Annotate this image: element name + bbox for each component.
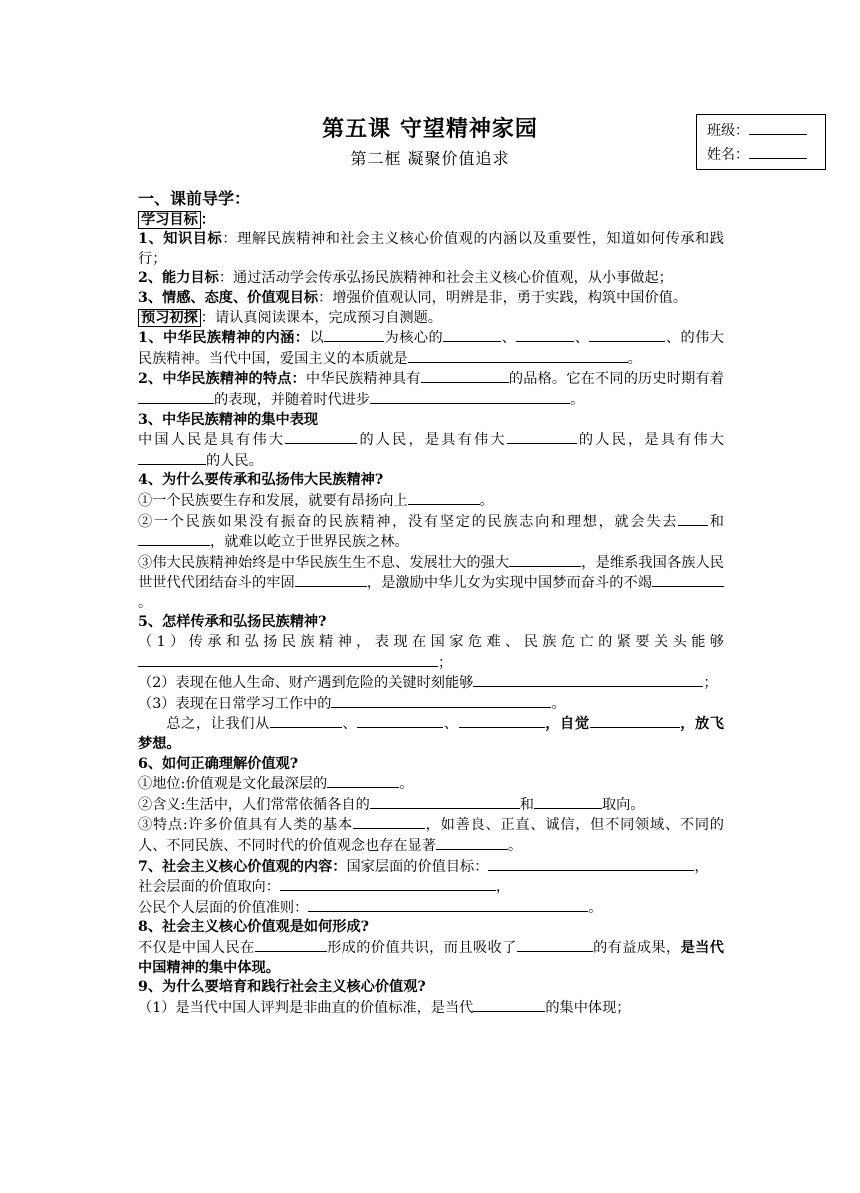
- question-6-title: 6、如何正确理解价值观?: [138, 755, 299, 772]
- blank[interactable]: [443, 328, 501, 342]
- goal-attitude: 3、情感、态度、价值观目标：增强价值观认同，明辨是非，勇于实践，构筑中国价值。: [138, 289, 688, 306]
- blank[interactable]: [370, 795, 520, 809]
- question-2: 2、中华民族精神的特点：中华民族精神具有 的品格。它在不同的历史时期有着的表现，并随着时代进步 。: [138, 371, 724, 408]
- blank[interactable]: [308, 898, 588, 912]
- blank[interactable]: [678, 512, 708, 526]
- name-label: 姓名：: [707, 147, 749, 163]
- question-6-item-1: ①地位:价值观是文化最深层的 。: [138, 776, 414, 793]
- blank[interactable]: [357, 714, 443, 728]
- blank[interactable]: [370, 390, 570, 404]
- question-5-summary: 总之，让我们从 、 、 ，自觉 ，放飞梦想。: [138, 716, 724, 753]
- blank[interactable]: [652, 573, 724, 587]
- question-4-item-3: ③伟大民族精神始终是中华民族生生不息、发展壮大的强大 ，是维系我国各族人民世世代代团结奋斗的牢固 ，是激励中华儿女为实现中国梦而奋斗的不竭。: [138, 554, 724, 611]
- blank[interactable]: [280, 877, 496, 891]
- blank[interactable]: [138, 451, 206, 465]
- question-9-item-1: （1）是当代中国人评判是非曲直的价值标准，是当代 的集中体现；: [138, 999, 631, 1016]
- question-7: 7、社会主义核心价值观的内容：国家层面的价值目标： ，: [138, 858, 709, 875]
- blank[interactable]: [534, 795, 602, 809]
- section-heading: 一、课前导学：: [138, 189, 251, 208]
- question-5-item-3: （3）表现在日常学习工作中的 。: [138, 695, 566, 712]
- question-7-line-3: 公民个人层面的价值准则： 。: [138, 899, 603, 916]
- name-row: [707, 143, 825, 167]
- question-5-item-2: （2）表现在他人生命、财产遇到危险的关键时刻能够 ；: [138, 675, 718, 692]
- question-8: 不仅是中国人民在 形成的价值共识，而且吸收了 的有益成果，是当代中国精神的集中体现。: [138, 939, 724, 976]
- blank[interactable]: [516, 328, 574, 342]
- name-blank[interactable]: [749, 144, 807, 159]
- class-row: [707, 119, 825, 143]
- question-8-title: 8、社会主义核心价值观是如何形成?: [138, 919, 369, 936]
- blank[interactable]: [295, 573, 367, 587]
- goal-ability: 2、能力目标：通过活动学会传承弘扬民族精神和社会主义核心价值观，从小事做起；: [138, 270, 673, 287]
- blank[interactable]: [285, 430, 357, 444]
- blank[interactable]: [353, 815, 425, 829]
- blank[interactable]: [459, 714, 545, 728]
- page-subtitle: 第二框 凝聚价值追求: [350, 149, 510, 168]
- blank[interactable]: [327, 774, 399, 788]
- question-7-line-2: 社会层面的价值取向： ，: [138, 879, 511, 896]
- preview-label: 预习初探: [138, 309, 201, 327]
- blank[interactable]: [138, 532, 210, 546]
- question-3: 中国人民是具有伟大 的人民，是具有伟大 的人民，是具有伟大的人民。: [138, 432, 724, 469]
- question-6-item-2: ②含义:生活中，人们常常依循各自的 和 取向。: [138, 796, 645, 813]
- blank[interactable]: [270, 714, 342, 728]
- question-3-title: 3、中华民族精神的集中表现: [138, 411, 319, 428]
- blank[interactable]: [517, 938, 593, 952]
- blank[interactable]: [408, 491, 480, 505]
- blank[interactable]: [436, 836, 508, 850]
- question-4-title: 4、为什么要传承和弘扬伟大民族精神?: [138, 472, 384, 489]
- question-5-title: 5、怎样传承和弘扬民族精神?: [138, 614, 327, 631]
- preview-line: 预习初探 ：请认真阅读课本，完成预习自测题。: [138, 309, 724, 329]
- blank[interactable]: [408, 349, 628, 363]
- blank[interactable]: [473, 673, 703, 687]
- blank[interactable]: [331, 694, 551, 708]
- blank[interactable]: [138, 390, 214, 404]
- blank[interactable]: [324, 328, 384, 342]
- page-title: 第五课 守望精神家园: [322, 117, 538, 142]
- worksheet-body: [138, 187, 724, 1018]
- blank[interactable]: [590, 714, 680, 728]
- question-4-item-2: ②一个民族如果没有振奋的民族精神，没有坚定的民族志向和理想，就会失去 和，就难以屹立于世界民族之林。: [138, 513, 724, 551]
- blank[interactable]: [589, 328, 665, 342]
- goals-line: 学习目标 ：: [138, 211, 724, 231]
- class-blank[interactable]: [749, 120, 807, 135]
- blank[interactable]: [488, 857, 694, 871]
- question-4-item-1: ①一个民族要生存和发展，就要有昂扬向上 。: [138, 492, 494, 509]
- student-info-box: [696, 114, 826, 170]
- question-9-title: 9、为什么要培育和践行社会主义核心价值观?: [138, 979, 426, 996]
- goal-knowledge: 1、知识目标：理解民族精神和社会主义核心价值观的内涵以及重要性，知道如何传承和践行；: [138, 231, 724, 267]
- blank[interactable]: [509, 553, 581, 567]
- goals-label: 学习目标: [138, 211, 201, 229]
- class-label: 班级：: [707, 123, 749, 139]
- question-6-item-3: ③特点:许多价值具有人类的基本 ，如善良、正直、诚信，但不同领域、不同的人、不同民族、不同时代的价值观念也存在显著 。: [138, 817, 724, 854]
- blank[interactable]: [421, 369, 509, 383]
- question-5-item-1: （1）传承和弘扬民族精神，表现在国家危难、民族危亡的紧要关头能够；: [138, 634, 724, 671]
- question-1: 1、中华民族精神的内涵：以 为核心的 、 、 、的伟大民族精神。当代中国，爱国主义的本质就是 。: [138, 330, 724, 367]
- blank[interactable]: [507, 430, 577, 444]
- blank[interactable]: [255, 938, 327, 952]
- blank[interactable]: [473, 998, 545, 1012]
- blank[interactable]: [138, 653, 438, 667]
